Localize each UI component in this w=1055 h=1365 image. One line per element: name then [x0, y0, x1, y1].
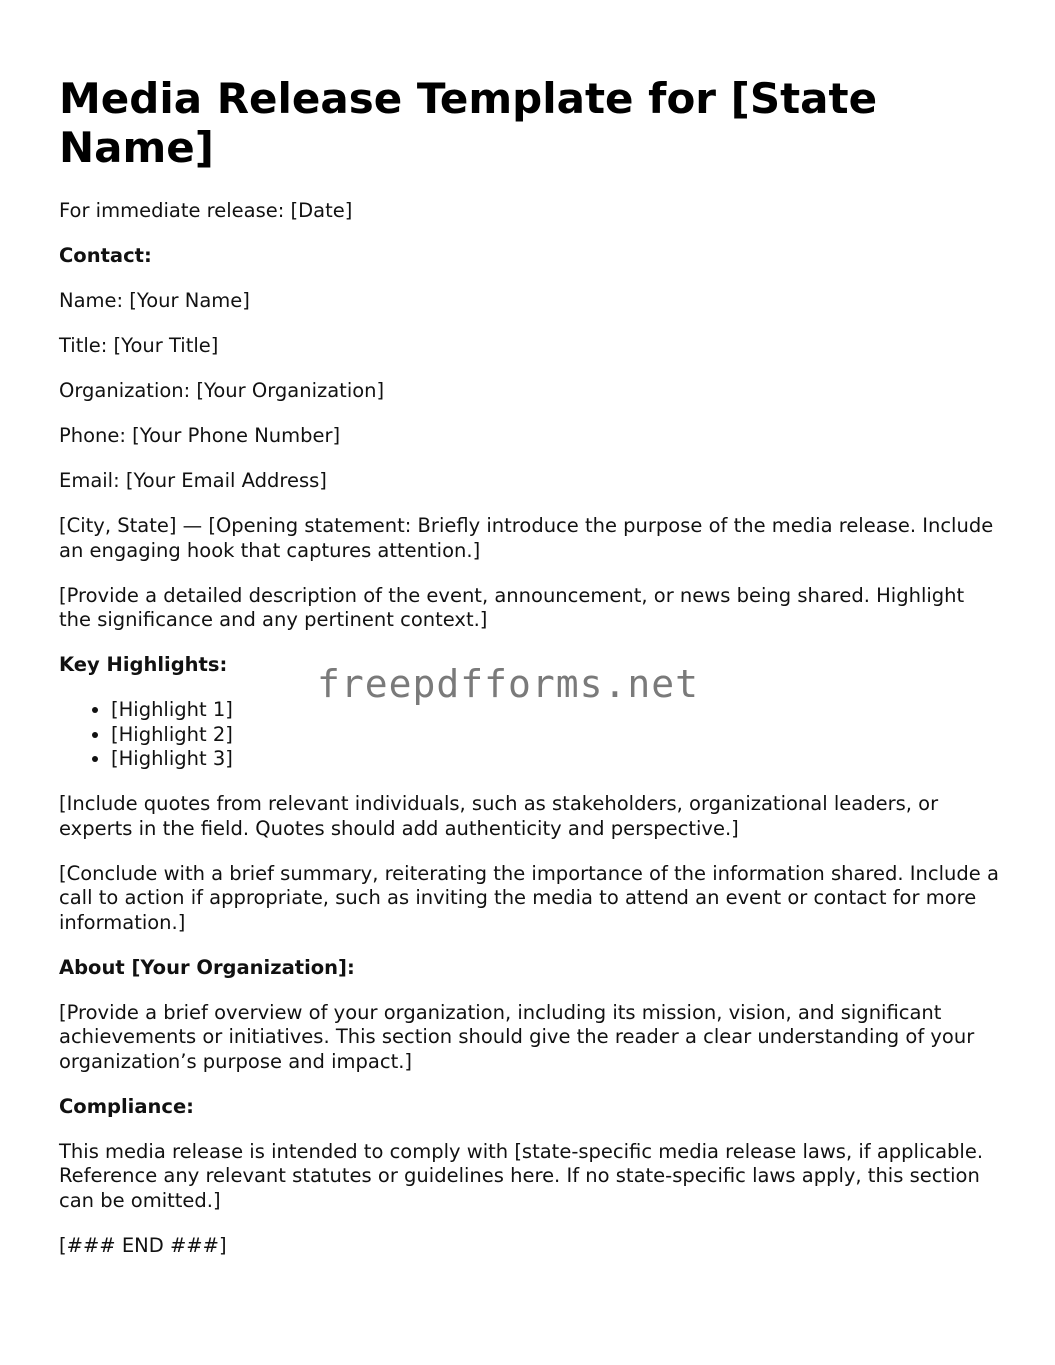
about-paragraph: [Provide a brief overview of your organization, including its mission, vision, and significant achievements or initiatives. This section should give the reader a clear understanding of your organization’s purpose and impact.]	[59, 1000, 975, 1073]
conclusion-paragraph: [Conclude with a brief summary, reiterating the importance of the information shared. Include a call to action if appropriate, such as inviting the media to attend an event or contact for more information.]	[59, 861, 999, 934]
compliance-heading: Compliance:	[59, 1094, 194, 1118]
contact-heading: Contact:	[59, 244, 152, 267]
highlights-heading: Key Highlights:	[59, 653, 228, 676]
end-marker: [### END ###]	[59, 1233, 227, 1257]
release-line: For immediate release: [Date]	[59, 199, 353, 222]
contact-name: Name: [Your Name]	[59, 289, 250, 312]
highlight-item: • [Highlight 1]	[111, 698, 999, 723]
about-heading: About [Your Organization]:	[59, 955, 355, 979]
contact-phone: Phone: [Your Phone Number]	[59, 424, 341, 447]
event-description: [Provide a detailed description of the event, announcement, or news being shared. Highlight the significance and any pertinent context.]	[59, 583, 965, 631]
watermark-text: freepdfforms.net	[317, 662, 700, 706]
contact-email: Email: [Your Email Address]	[59, 469, 327, 492]
quotes-paragraph: [Include quotes from relevant individuals, such as stakeholders, organizational leaders, or experts in the field. Quotes should add authenticity and perspective.]	[59, 792, 939, 840]
highlight-item: • [Highlight 3]	[111, 747, 999, 772]
opening-statement: [City, State] — [Opening statement: Briefly introduce the purpose of the media release. Include an engaging hook that captures attention.]	[59, 514, 994, 562]
contact-organization: Organization: [Your Organization]	[59, 379, 385, 402]
highlights-list	[59, 698, 999, 772]
highlight-item: • [Highlight 2]	[111, 723, 999, 748]
compliance-paragraph: This media release is intended to comply with [state-specific media release laws, if applicable. Reference any relevant statutes or guidelines here. If no state-specific laws apply, this section can be omitted.]	[59, 1139, 984, 1212]
document-title: Media Release Template for [State Name]	[59, 74, 878, 172]
contact-title: Title: [Your Title]	[59, 334, 219, 357]
